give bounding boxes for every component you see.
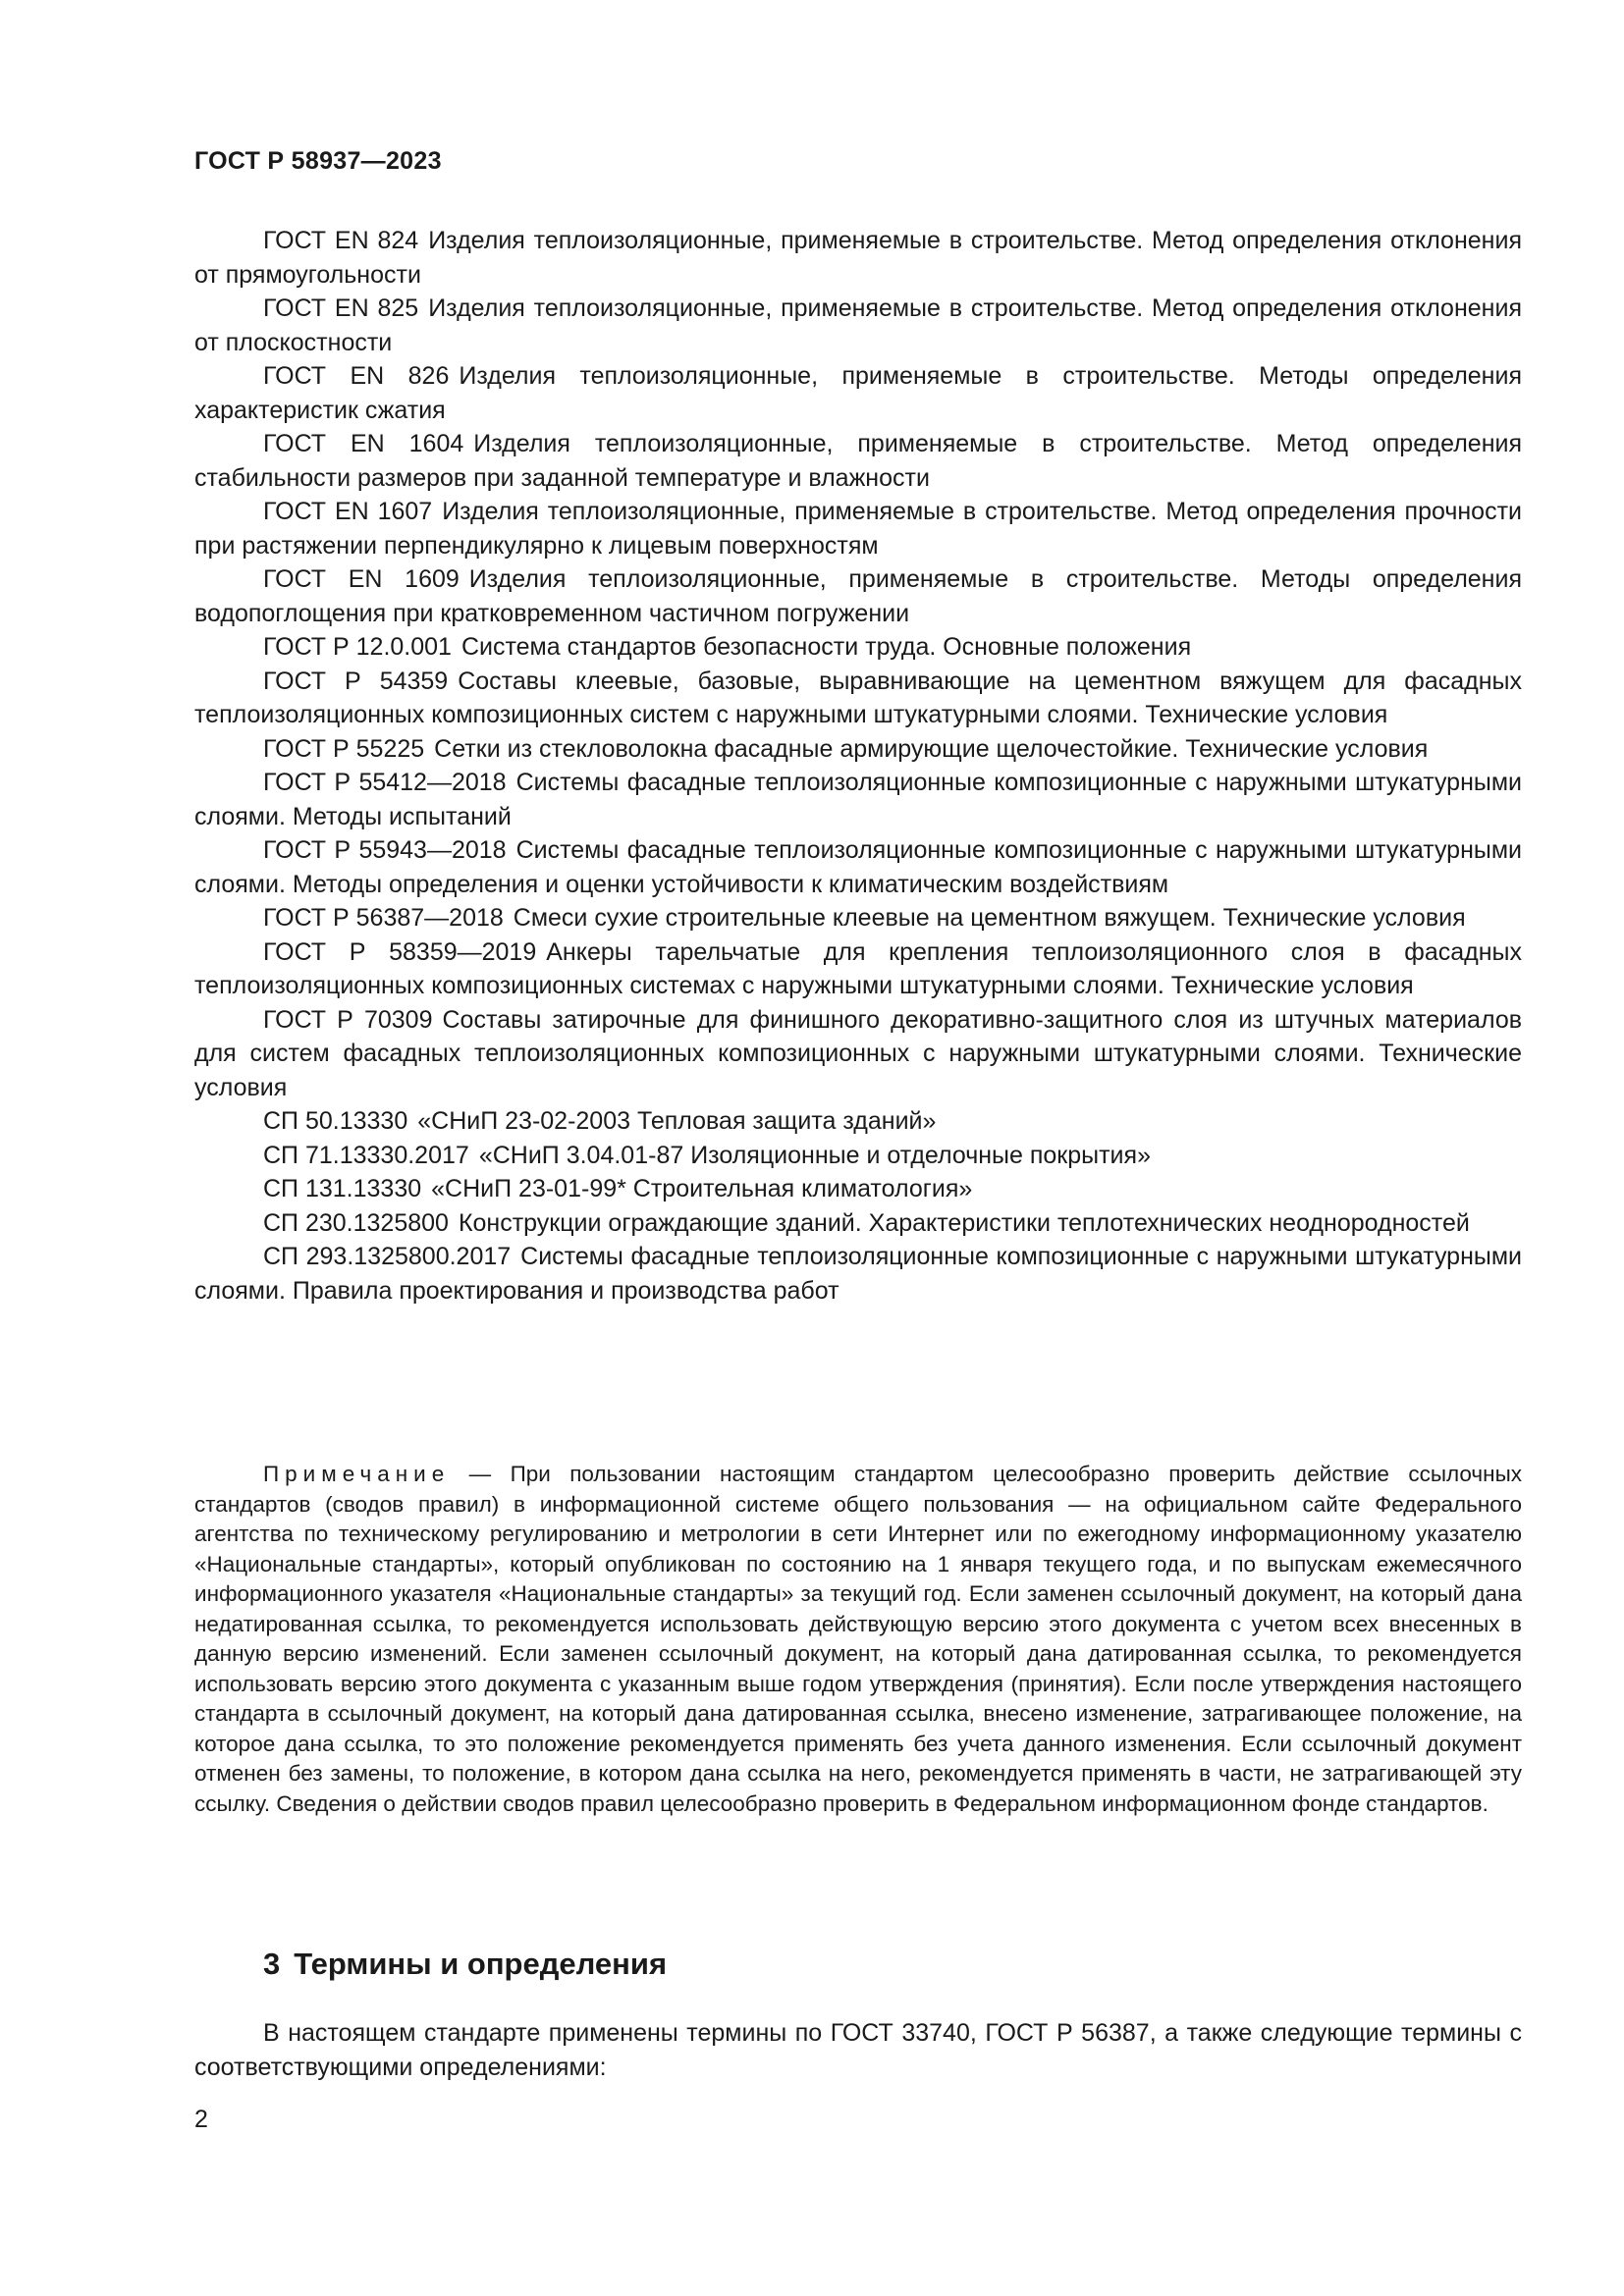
page-number: 2 [194,2106,208,2133]
reference-item [194,1104,1522,1139]
reference-code: СП 50.13330 [263,1107,408,1135]
reference-item [194,1206,1522,1241]
reference-item [194,901,1522,935]
reference-title: Системы фасадные теплоизоляционные композиционные с наружными штукатурными слоями. Методы определения и оценки устойчивости к климатическим воздействиям [194,836,1522,898]
reference-code: ГОСТ EN 1607 [263,498,433,525]
normative-references-list [194,224,1522,1308]
reference-title: «СНиП 3.04.01-87 Изоляционные и отделочные покрытия» [478,1141,1151,1169]
reference-item [194,732,1522,767]
reference-title: «СНиП 23-02-2003 Тепловая защита зданий» [417,1107,937,1135]
reference-code: ГОСТ Р 55412—2018 [263,769,507,796]
note-text: — При пользовании настоящим стандартом целесообразно проверить действие ссылочных стандартов (сводов правил) в информационной системе общего пользования — на официальном сайте Федерального агентства по техническому регулированию и метрологии в сети Интернет или по ежегодному информационному указателю «Национальные стандарты», который опубликован по состоянию на 1 января текущего года, и по выпускам ежемесячного информационного указателя «Национальные стандарты» за текущий год. Если заменен ссылочный документ, на который дана недатированная ссылка, то рекомендуется использовать действующую версию этого документа с учетом всех внесенных в данную версию изменений. Если заменен ссылочный документ, на который дана датированная ссылка, то рекомендуется использовать версию этого документа с указанным выше годом утверждения (принятия). Если после утверждения настоящего стандарта в ссылочный документ, на который дана датированная ссылка, внесено изменение, затрагивающее положение, на которое дана ссылка, то это положение рекомендуется применять без учета данного изменения. Если ссылочный документ отменен без замены, то положение, в котором дана ссылка на него, рекомендуется применять в части, не затрагивающей эту ссылку. Сведения о действии сводов правил целесообразно проверить в Федеральном информационном фонде стандартов. [194,1462,1522,1816]
reference-title: Составы клеевые, базовые, выравнивающие на цементном вяжущем для фасадных теплоизоляционных композиционных систем с наружными штукатурными слоями. Технические условия [194,667,1522,728]
reference-title: Сетки из стекловолокна фасадные армирующие щелочестойкие. Технические условия [434,734,1429,763]
reference-item [194,1240,1522,1308]
reference-title: Смеси сухие строительные клеевые на цементном вяжущем. Технические условия [513,904,1466,932]
reference-item [194,292,1522,359]
reference-code: ГОСТ Р 54359 [263,667,449,695]
document-header: ГОСТ Р 58937—2023 [194,147,442,175]
section-heading [263,1947,667,1982]
reference-item [194,935,1522,1003]
reference-code: ГОСТ Р 58359—2019 [263,937,537,966]
reference-item [194,1172,1522,1206]
reference-code: ГОСТ EN 1609 [263,565,460,593]
reference-item [194,495,1522,562]
reference-title: Анкеры тарельчатые для крепления теплоизоляционного слоя в фасадных теплоизоляционных композиционных системах с наружными штукатурными слоями. Технические условия [194,937,1522,999]
reference-code: ГОСТ EN 824 [263,227,419,254]
reference-title: Изделия теплоизоляционные, применяемые в строительстве. Метод определения отклонения от плоскостности [194,294,1522,356]
section-title: Термины и определения [294,1947,668,1981]
note-paragraph [194,1460,1522,1819]
reference-title: Системы фасадные теплоизоляционные композиционные с наружными штукатурными слоями. Правила проектирования и производства работ [194,1243,1522,1305]
reference-code: ГОСТ Р 12.0.001 [263,633,452,661]
reference-item [194,833,1522,901]
reference-code: СП 230.1325800 [263,1208,449,1237]
reference-code: ГОСТ EN 826 [263,362,450,390]
reference-code: СП 71.13330.2017 [263,1141,469,1169]
reference-code: ГОСТ Р 70309 [263,1005,433,1034]
reference-item [194,562,1522,630]
reference-title: «СНиП 23-01-99* Строительная климатология» [431,1175,973,1202]
reference-code: ГОСТ Р 55225 [263,734,425,763]
reference-item [194,630,1522,665]
reference-code: СП 293.1325800.2017 [263,1243,512,1270]
reference-item [194,665,1522,732]
reference-item [194,359,1522,427]
reference-title: Изделия теплоизоляционные, применяемые в строительстве. Методы определения водопоглощения при кратковременном частичном погружении [194,565,1522,627]
reference-item [194,1003,1522,1105]
reference-title: Изделия теплоизоляционные, применяемые в строительстве. Методы определения характеристик сжатия [194,362,1522,424]
reference-title: Составы затирочные для финишного декоративно-защитного слоя из штучных материалов для систем фасадных теплоизоляционных композиционных с наружными штукатурными слоями. Технические условия [194,1005,1522,1101]
reference-title: Изделия теплоизоляционные, применяемые в строительстве. Метод определения отклонения от прямоугольности [194,227,1522,289]
reference-code: ГОСТ Р 55943—2018 [263,836,507,864]
reference-code: ГОСТ Р 56387—2018 [263,904,504,932]
reference-title: Изделия теплоизоляционные, применяемые в строительстве. Метод определения прочности при растяжении перпендикулярно к лицевым поверхностям [194,498,1522,560]
reference-item [194,427,1522,495]
reference-title: Система стандартов безопасности труда. Основные положения [460,633,1192,661]
reference-item [194,1139,1522,1173]
reference-code: ГОСТ EN 1604 [263,430,464,457]
reference-title: Конструкции ограждающие зданий. Характеристики теплотехнических неоднородностей [458,1208,1470,1237]
reference-title: Системы фасадные теплоизоляционные композиционные с наружными штукатурными слоями. Методы испытаний [194,769,1522,830]
reference-code: СП 131.13330 [263,1175,422,1202]
note-label: Примечание [263,1462,451,1486]
reference-item [194,766,1522,833]
reference-code: ГОСТ EN 825 [263,294,419,322]
reference-item [194,224,1522,292]
section-intro: В настоящем стандарте применены термины по ГОСТ 33740, ГОСТ Р 56387, а также следующие термины с соответствующими определениями: [194,2019,1522,2081]
reference-title: Изделия теплоизоляционные, применяемые в строительстве. Метод определения стабильности размеров при заданной температуре и влажности [194,430,1523,492]
section-number: 3 [263,1947,281,1981]
